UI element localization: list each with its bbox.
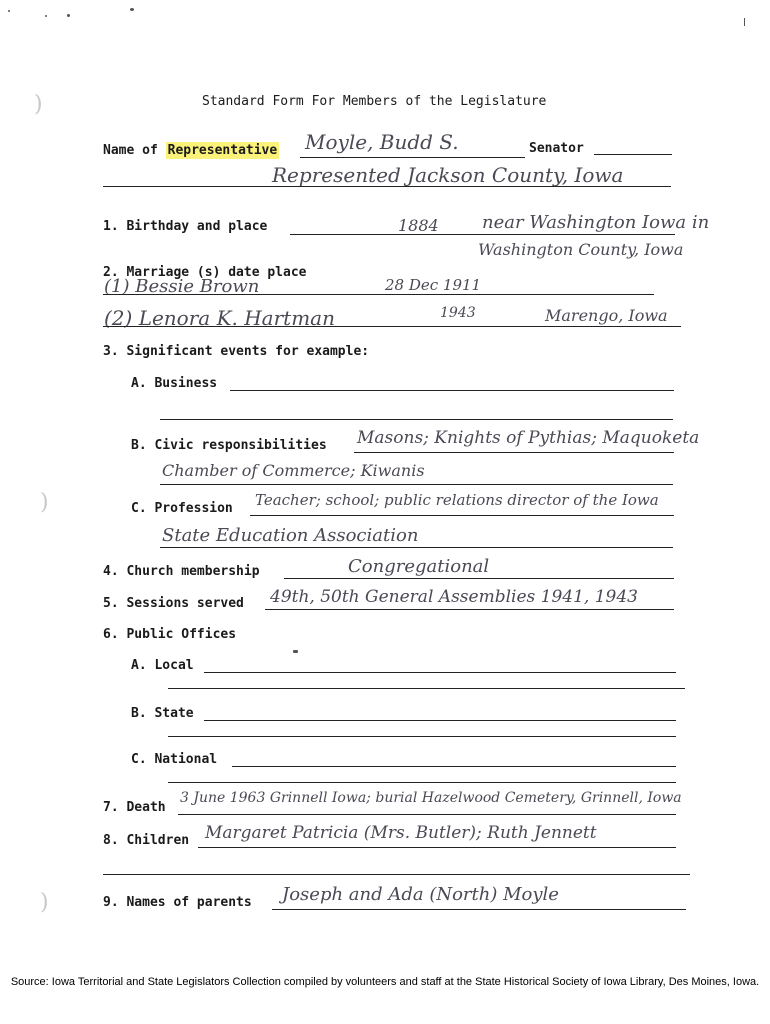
public-offices-label: 6. Public Offices [103, 627, 237, 642]
local-line [204, 672, 676, 673]
civic-line [354, 452, 674, 453]
scan-speck [8, 10, 10, 12]
parents-label: 9. Names of parents [103, 895, 252, 910]
state-label: B. State [131, 706, 194, 721]
civic-2: Chamber of Commerce; Kiwanis [162, 461, 425, 480]
church-line [284, 578, 674, 579]
profession-label: C. Profession [131, 501, 233, 516]
scan-speck [293, 650, 298, 653]
children-line [198, 847, 676, 848]
birth-place-1: near Washington Iowa in [482, 212, 710, 233]
marriage2-place: Marengo, Iowa [545, 306, 668, 325]
marriage1-name: (1) Bessie Brown [104, 276, 260, 297]
death-label: 7. Death [103, 800, 166, 815]
civic-1: Masons; Knights of Pythias; Maquoketa [357, 428, 700, 448]
name-line [300, 157, 525, 158]
marriage1-date: 28 Dec 1911 [385, 276, 482, 294]
national-label: C. National [131, 752, 218, 767]
name-label [103, 143, 279, 158]
marriage2-name: (2) Lenora K. Hartman [104, 306, 335, 330]
children-label: 8. Children [103, 833, 190, 848]
margin-bracket: ) [40, 890, 49, 915]
profession-2: State Education Association [162, 525, 419, 546]
margin-bracket: ) [40, 490, 49, 515]
business-line [230, 390, 674, 391]
birth-place-2: Washington County, Iowa [478, 240, 684, 259]
senator-line [594, 154, 672, 155]
marriage2-line [103, 326, 681, 327]
profession-line [250, 515, 674, 516]
marriage1-line [103, 294, 654, 295]
children-handwriting: Margaret Patricia (Mrs. Butler); Ruth Jennett [205, 823, 597, 843]
scan-speck [130, 8, 134, 11]
sessions-line [265, 609, 674, 610]
source-caption: Source: Iowa Territorial and State Legislators Collection compiled by volunteers and staff at the State Historical Society of Iowa Library, Des Moines, Iowa. [10, 976, 760, 988]
scan-speck [45, 15, 47, 17]
sessions-label: 5. Sessions served [103, 596, 244, 611]
senator-label: Senator [529, 141, 584, 156]
children-line-2 [103, 874, 690, 875]
scan-speck [744, 18, 745, 26]
birth-year: 1884 [398, 216, 439, 235]
scan-speck [67, 14, 70, 17]
form-title: Standard Form For Members of the Legislature [202, 94, 547, 109]
church-handwriting: Congregational [348, 556, 490, 577]
parents-handwriting: Joseph and Ada (North) Moyle [282, 884, 559, 905]
church-label: 4. Church membership [103, 564, 260, 579]
local-line-2 [168, 688, 685, 689]
profession-1: Teacher; school; public relations director of the Iowa [255, 491, 659, 509]
name-label-prefix: Name of [103, 143, 158, 158]
represented-handwriting: Represented Jackson County, Iowa [272, 163, 624, 187]
civic-label: B. Civic responsibilities [131, 438, 327, 453]
state-line-2 [168, 736, 676, 737]
birthday-label: 1. Birthday and place [103, 219, 268, 234]
sessions-handwriting: 49th, 50th General Assemblies 1941, 1943 [270, 587, 638, 607]
local-label: A. Local [131, 658, 194, 673]
national-line [232, 766, 676, 767]
margin-bracket: ) [34, 92, 43, 117]
representative-label: Representative [167, 143, 278, 158]
business-label: A. Business [131, 376, 218, 391]
state-line [204, 720, 676, 721]
death-line [178, 814, 676, 815]
death-handwriting: 3 June 1963 Grinnell Iowa; burial Hazelwood Cemetery, Grinnell, Iowa [180, 790, 682, 806]
birthday-line [290, 234, 675, 235]
name-handwriting: Moyle, Budd S. [305, 130, 459, 154]
civic-line-2 [160, 484, 673, 485]
marriage-label: 2. Marriage (s) date place [103, 265, 307, 280]
parents-line [272, 909, 686, 910]
national-line-2 [168, 782, 676, 783]
profession-line-2 [160, 547, 673, 548]
significant-events-label: 3. Significant events for example: [103, 344, 370, 359]
marriage2-date: 1943 [440, 305, 476, 321]
business-line-2 [160, 419, 673, 420]
